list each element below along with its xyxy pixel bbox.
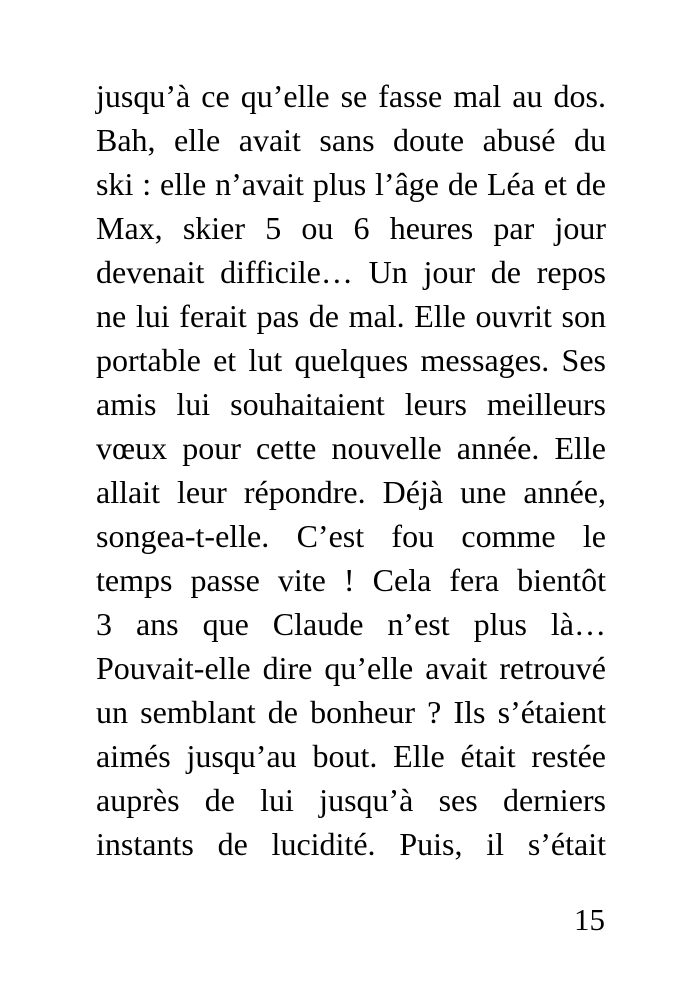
- text-line: un semblant de bonheur ? Ils s’étaient: [96, 694, 606, 730]
- text-line: ne lui ferait pas de mal. Elle ouvrit son: [96, 298, 606, 334]
- text-line: vœux pour cette nouvelle année. Elle: [96, 430, 606, 466]
- text-line: aimés jusqu’au bout. Elle était restée: [96, 738, 606, 774]
- text-line: auprès de lui jusqu’à ses derniers: [96, 782, 606, 818]
- body-text: [96, 74, 606, 866]
- text-line: allait leur répondre. Déjà une année,: [96, 474, 606, 510]
- page-number: 15: [574, 902, 605, 937]
- text-line: jusqu’à ce qu’elle se fasse mal au dos.: [96, 78, 606, 114]
- text-line: instants de lucidité. Puis, il s’était: [96, 826, 606, 862]
- text-line: ski : elle n’avait plus l’âge de Léa et de: [96, 166, 606, 202]
- text-line: songea-t-elle. C’est fou comme le: [96, 518, 606, 554]
- text-line: 3 ans que Claude n’est plus là…: [96, 606, 606, 642]
- text-line: portable et lut quelques messages. Ses: [96, 342, 606, 378]
- text-line: amis lui souhaitaient leurs meilleurs: [96, 386, 606, 422]
- text-line: Pouvait-elle dire qu’elle avait retrouvé: [96, 650, 606, 686]
- text-line: temps passe vite ! Cela fera bientôt: [96, 562, 606, 598]
- text-line: devenait difficile… Un jour de repos: [96, 254, 606, 290]
- text-line: Max, skier 5 ou 6 heures par jour: [96, 210, 606, 246]
- text-line: Bah, elle avait sans doute abusé du: [96, 122, 606, 158]
